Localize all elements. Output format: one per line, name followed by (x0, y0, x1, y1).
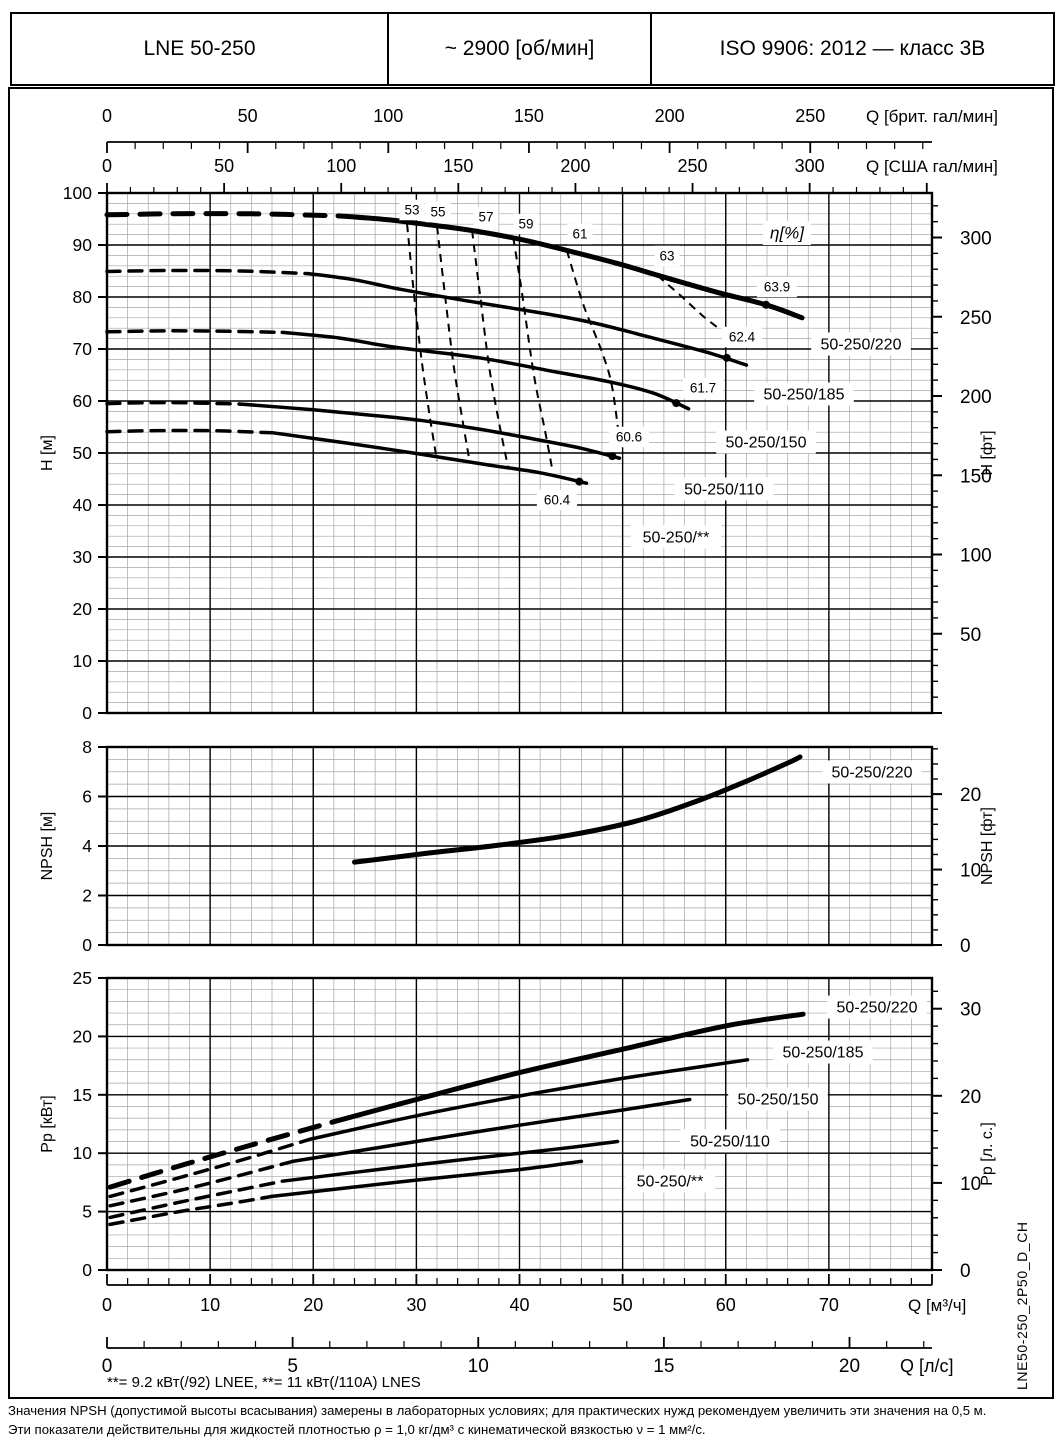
q-tick: 20 (838, 1356, 861, 1377)
curve-label: 50-250/150 (737, 1091, 819, 1109)
curve-50-250/** (110, 1161, 581, 1224)
power-chart-ytick: 15 (72, 1084, 92, 1105)
eff-contour-label: 57 (478, 209, 494, 225)
npsh-chart-ytick: 8 (82, 737, 92, 757)
power-chart-ytick: 25 (72, 968, 92, 988)
power-chart-ytick: 20 (72, 1026, 92, 1047)
power-chart-ytick-right: 20 (960, 1086, 982, 1108)
curve-label: 50-250/150 (725, 434, 807, 452)
npsh-chart-ytick: 4 (82, 836, 92, 856)
eff-contour-53 (407, 224, 437, 461)
q-tick: 250 (795, 106, 826, 126)
q-tick: 50 (214, 156, 235, 176)
bep-marker (723, 354, 731, 362)
curve-label: 50-250/110 (684, 481, 764, 499)
q-axis-unit: Q [м³/ч] (908, 1296, 967, 1315)
npsh-chart-grid (107, 747, 932, 945)
eff-value-label: 61.7 (689, 380, 717, 396)
curve-label: 50-250/220 (820, 336, 902, 354)
q-tick: 60 (715, 1295, 736, 1315)
q-tick: 150 (513, 106, 544, 126)
q-tick: 100 (326, 156, 357, 176)
npsh-chart-ytick: 6 (82, 786, 92, 807)
eff-contour-label: 53 (404, 202, 420, 218)
note-npsh: Значения NPSH (допустимой высоты всасывания) замерены в лабораторных условиях; для практических нужд рекомендуем увеличить эти значения на 0,5 м. (8, 1403, 987, 1418)
eff-contour-label: 63 (659, 248, 675, 264)
q-tick: 15 (653, 1356, 675, 1377)
q-axis-unit: Q [л/с] (900, 1356, 954, 1376)
curve-label: 50-250/** (642, 529, 710, 547)
q-tick: 0 (101, 156, 113, 176)
curve-label: 50-250/220 (831, 764, 913, 782)
eff-value-label: 62.4 (728, 329, 756, 345)
eff-value-label: 60.4 (543, 492, 571, 508)
curve-label: 50-250/185 (782, 1044, 864, 1062)
q-axis-unit: Q [брит. гал/мин] (866, 107, 998, 126)
eta-unit-label: η[%] (770, 223, 804, 243)
q-tick: 200 (654, 106, 685, 126)
curve-label: 50-250/110 (690, 1133, 770, 1151)
npsh-chart-ytick-right: 20 (960, 785, 982, 807)
head-flow-chart-ytick: 60 (72, 391, 92, 411)
bep-marker (762, 301, 770, 309)
q-tick: 250 (677, 156, 708, 176)
power-chart-y-title: Pp [кВт] (39, 1095, 56, 1153)
power-chart (39, 968, 996, 1282)
iso-standard: ISO 9906: 2012 — класс 3В (719, 37, 986, 60)
head-flow-chart-ytick-right: 300 (960, 228, 992, 250)
npsh-chart-ytick: 2 (82, 885, 92, 906)
eff-value-label: 60.6 (615, 429, 643, 445)
notes-block (8, 1402, 1058, 1439)
head-flow-chart-ytick: 0 (82, 703, 92, 723)
q-tick: 20 (303, 1295, 324, 1315)
head-flow-chart-ytick: 70 (72, 339, 92, 359)
head-flow-chart-ytick-right: 200 (960, 387, 992, 409)
eff-contour-label: 55 (430, 204, 446, 220)
npsh-chart (39, 737, 996, 957)
q-tick: 10 (200, 1295, 221, 1315)
power-chart-ytick-right: 10 (960, 1173, 982, 1195)
q-tick: 0 (101, 106, 113, 126)
head-flow-chart-y-title: H [м] (39, 435, 56, 471)
head-flow-chart-y-title-right: H [фт] (979, 430, 996, 476)
head-flow-chart (39, 183, 996, 723)
q-tick: 300 (794, 156, 825, 176)
q-tick: 10 (467, 1356, 489, 1377)
head-flow-chart-ytick-right: 150 (960, 466, 992, 488)
power-chart-ytick: 5 (82, 1201, 92, 1222)
power-chart-ytick: 0 (82, 1260, 92, 1280)
power-chart-ytick-right: 30 (960, 999, 982, 1021)
q-tick: 0 (101, 1295, 113, 1315)
impeller-footnote: **= 9.2 кВт(/92) LNEE, **= 11 кВт(/110A) LNES (107, 1374, 421, 1391)
q-tick: 40 (509, 1295, 530, 1315)
npsh-chart-ytick-right: 10 (960, 860, 982, 882)
drawing-code: LNE50-250_2P50_D_CH (1014, 1221, 1030, 1390)
eff-contour-label: 59 (518, 216, 534, 232)
head-flow-chart-ytick: 100 (62, 183, 92, 203)
head-flow-chart-ytick: 90 (72, 235, 92, 255)
q-tick: 50 (612, 1295, 633, 1315)
head-flow-chart-ytick: 40 (72, 495, 92, 515)
curve-label: 50-250/220 (836, 999, 918, 1017)
power-chart-y-title-right: Pp [л. с.] (979, 1122, 996, 1186)
q-tick: 100 (373, 106, 404, 126)
note-density: Эти показатели действительны для жидкостей плотностью ρ = 1,0 кг/дм³ с кинематической вязкостью ν = 1 мм²/с. (8, 1421, 706, 1437)
head-flow-chart-ytick-right: 100 (960, 545, 992, 567)
head-flow-chart-ytick: 80 (72, 287, 92, 307)
head-flow-chart-ytick: 50 (72, 443, 92, 463)
bep-marker (672, 399, 680, 407)
q-tick: 200 (560, 156, 591, 176)
q-tick: 70 (818, 1295, 839, 1315)
head-flow-chart-ytick: 10 (72, 651, 92, 671)
bep-marker (575, 478, 583, 486)
q-tick: 50 (237, 106, 258, 126)
head-flow-chart-ytick: 30 (72, 547, 92, 567)
power-chart-ytick-right: 0 (960, 1261, 971, 1282)
eff-contour-61 (567, 251, 621, 451)
curve-50-250/** (107, 430, 587, 485)
q-tick: 0 (101, 1356, 113, 1377)
q-axis-unit: Q [США гал/мин] (866, 157, 998, 176)
bep-marker (608, 452, 616, 460)
head-flow-chart-ytick: 20 (72, 599, 92, 619)
npsh-chart-y-title: NPSH [м] (39, 811, 56, 881)
head-flow-chart-ytick-right: 50 (960, 624, 982, 646)
head-flow-chart-labels (399, 200, 910, 549)
eff-contour-label: 61 (572, 226, 588, 242)
npsh-chart-labels (822, 761, 922, 784)
q-tick: 30 (406, 1295, 427, 1315)
power-chart-ytick: 10 (72, 1143, 92, 1164)
q-tick: 5 (287, 1356, 298, 1377)
npsh-chart-y-title-right: NPSH [фт] (979, 807, 996, 885)
q-tick: 150 (443, 156, 474, 176)
head-flow-chart-ytick-right: 250 (960, 307, 992, 329)
curve-label: 50-250/** (636, 1173, 704, 1191)
curve-label: 50-250/185 (763, 386, 845, 404)
eff-value-label: 63.9 (763, 279, 791, 295)
pump-model: LNE 50-250 (12, 14, 389, 84)
pump-speed: ~ 2900 [об/мин] (389, 14, 652, 84)
npsh-chart-ytick-right: 0 (960, 936, 971, 957)
npsh-chart-ytick: 0 (82, 935, 92, 955)
